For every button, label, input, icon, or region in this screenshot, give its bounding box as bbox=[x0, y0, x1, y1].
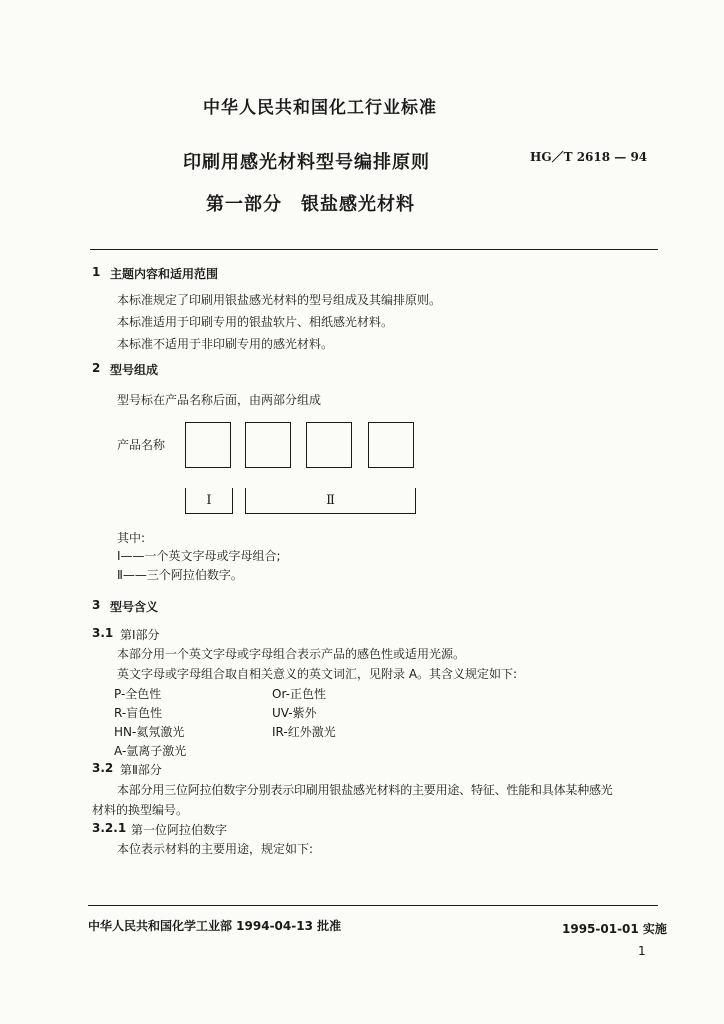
section-3-1-title: 第Ⅰ部分 bbox=[120, 628, 160, 642]
section-1-line: 本标准规定了印刷用银盐感光材料的型号组成及其编排原则。 bbox=[117, 293, 442, 307]
section-3-number: 3 bbox=[92, 598, 101, 612]
code-item: Or-正色性 bbox=[272, 687, 326, 701]
part-1-definition: Ⅰ——一个英文字母或字母组合; bbox=[117, 549, 281, 563]
effective-date: 1995-01-01 实施 bbox=[562, 922, 667, 936]
section-3-title: 型号含义 bbox=[110, 600, 159, 614]
standard-code: HG／T 2618 — 94 bbox=[530, 150, 648, 164]
section-2-number: 2 bbox=[92, 361, 101, 375]
section-3-2-1-number: 3.2.1 bbox=[92, 821, 127, 835]
part-2-label: Ⅱ bbox=[326, 493, 335, 508]
part-1-label: Ⅰ bbox=[206, 493, 212, 508]
code-item: P-全色性 bbox=[114, 687, 162, 701]
section-2-intro: 型号标在产品名称后面，由两部分组成 bbox=[117, 393, 322, 407]
model-box-2 bbox=[245, 422, 291, 468]
section-3-2-1-title: 第一位阿拉伯数字 bbox=[131, 823, 228, 837]
section-3-1-number: 3.1 bbox=[92, 626, 114, 640]
approval-note: 中华人民共和国化学工业部 1994-04-13 批准 bbox=[88, 919, 342, 933]
section-1-line: 本标准不适用于非印刷专用的感光材料。 bbox=[117, 337, 334, 351]
section-3-1-paragraph: 本部分用一个英文字母或字母组合表示产品的感色性或适用光源。 bbox=[117, 647, 466, 661]
document-title: 印刷用感光材料型号编排原则 bbox=[183, 152, 430, 173]
code-item: R-盲色性 bbox=[114, 706, 163, 720]
code-item: HN-氦氖激光 bbox=[114, 725, 185, 739]
section-3-2-title: 第Ⅱ部分 bbox=[120, 763, 162, 777]
document-subtitle: 第一部分 银盐感光材料 bbox=[206, 194, 415, 215]
product-name-label: 产品名称 bbox=[117, 438, 166, 452]
section-1-number: 1 bbox=[92, 265, 101, 279]
page-number: 1 bbox=[638, 944, 646, 958]
footer-rule bbox=[88, 905, 658, 906]
section-2-title: 型号组成 bbox=[110, 363, 159, 377]
code-item: IR-红外激光 bbox=[272, 725, 336, 739]
header-rule bbox=[90, 249, 658, 250]
part-1-bracket bbox=[185, 488, 233, 514]
section-3-2-paragraph: 材料的换型编号。 bbox=[92, 803, 189, 817]
model-box-4 bbox=[368, 422, 414, 468]
model-box-1 bbox=[185, 422, 231, 468]
section-3-2-paragraph: 本部分用三位阿拉伯数字分别表示印刷用银盐感光材料的主要用途、特征、性能和具体某种感光 bbox=[117, 783, 613, 797]
section-3-1-paragraph: 英文字母或字母组合取自相关意义的英文词汇，见附录 A。其含义规定如下: bbox=[117, 667, 518, 681]
part-2-bracket bbox=[245, 488, 416, 514]
section-1-title: 主题内容和适用范围 bbox=[110, 267, 219, 281]
org-title: 中华人民共和国化工行业标准 bbox=[203, 98, 437, 118]
code-item: A-氩离子激光 bbox=[114, 744, 187, 758]
section-3-2-1-paragraph: 本位表示材料的主要用途，规定如下: bbox=[117, 842, 314, 856]
section-3-2-number: 3.2 bbox=[92, 761, 114, 775]
where-label: 其中: bbox=[117, 531, 146, 545]
code-item: UV-紫外 bbox=[272, 706, 317, 720]
part-2-definition: Ⅱ——三个阿拉伯数字。 bbox=[117, 568, 243, 582]
section-1-line: 本标准适用于印刷专用的银盐软片、相纸感光材料。 bbox=[117, 315, 394, 329]
model-box-3 bbox=[306, 422, 352, 468]
